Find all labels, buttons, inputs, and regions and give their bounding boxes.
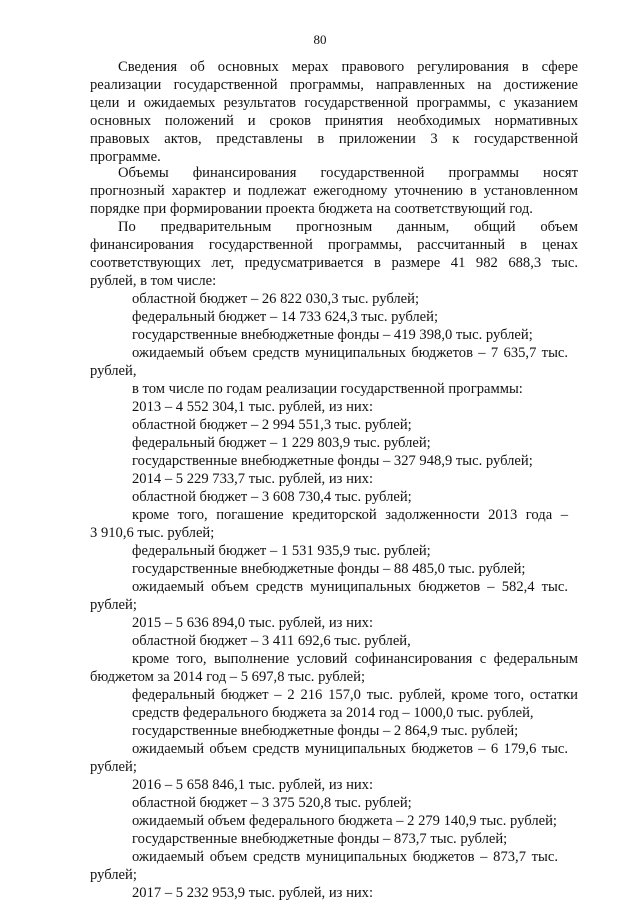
text-line: кроме того, выполнение условий софинансирования с федеральным <box>132 651 578 667</box>
text-line: правовых актов, представлены в приложении 3 к государственной <box>90 131 578 147</box>
text-line: основных положений и сроков принятия необходимых нормативных <box>90 113 578 129</box>
text-line: 2016 – 5 658 846,1 тыс. рублей, из них: <box>132 777 374 793</box>
text-line: федеральный бюджет – 1 531 935,9 тыс. рублей; <box>132 543 431 559</box>
text-line: ожидаемый объем средств муниципальных бюджетов – 582,4 тыс. <box>132 579 568 595</box>
text-line: финансирования государственной программы, рассчитанный в ценах <box>90 237 578 253</box>
text-line: государственные внебюджетные фонды – 88 485,0 тыс. рублей; <box>132 561 526 577</box>
text-line: ожидаемый объем федерального бюджета – 2 279 140,9 тыс. рублей; <box>132 813 557 829</box>
text-line: областной бюджет – 3 375 520,8 тыс. рублей; <box>132 795 412 811</box>
text-line: бюджетом за 2014 год – 5 697,8 тыс. рублей; <box>90 669 365 685</box>
text-line: государственные внебюджетные фонды – 419 398,0 тыс. рублей; <box>132 327 533 343</box>
text-line: рублей; <box>90 597 137 613</box>
text-line: По предварительным прогнозным данным, общий объем <box>118 219 578 235</box>
text-line: соответствующих лет, предусматривается в размере 41 982 688,3 тыс. <box>90 255 578 271</box>
text-line: средств федерального бюджета за 2014 год – 1000,0 тыс. рублей, <box>132 705 534 721</box>
text-line: 3 910,6 тыс. рублей; <box>90 525 215 541</box>
text-line: областной бюджет – 3 411 692,6 тыс. рублей, <box>132 633 411 649</box>
text-line: федеральный бюджет – 1 229 803,9 тыс. рублей; <box>132 435 431 451</box>
text-line: ожидаемый объем средств муниципальных бюджетов – 7 635,7 тыс. <box>132 345 568 361</box>
text-line: 2014 – 5 229 733,7 тыс. рублей, из них: <box>132 471 374 487</box>
text-line: 2015 – 5 636 894,0 тыс. рублей, из них: <box>132 615 374 631</box>
text-line: рублей; <box>90 759 137 775</box>
text-line: ожидаемый объем средств муниципальных бюджетов – 873,7 тыс. <box>132 849 558 865</box>
text-line: 2017 – 5 232 953,9 тыс. рублей, из них: <box>132 885 374 901</box>
text-line: областной бюджет – 3 608 730,4 тыс. рублей; <box>132 489 412 505</box>
text-line: Сведения об основных мерах правового регулирования в сфере <box>118 59 578 75</box>
text-line: рублей, <box>90 363 137 379</box>
text-line: в том числе по годам реализации государственной программы: <box>132 381 523 397</box>
text-line: программе. <box>90 149 161 165</box>
text-line: федеральный бюджет – 2 216 157,0 тыс. рублей, кроме того, остатки <box>132 687 578 703</box>
text-line: государственные внебюджетные фонды – 327 948,9 тыс. рублей; <box>132 453 533 469</box>
text-line: рублей, в том числе: <box>90 273 217 289</box>
text-line: 2013 – 4 552 304,1 тыс. рублей, из них: <box>132 399 374 415</box>
text-line: цели и ожидаемых результатов государственной программы, с указанием <box>90 95 578 111</box>
text-line: государственные внебюджетные фонды – 2 864,9 тыс. рублей; <box>132 723 519 739</box>
text-line: рублей; <box>90 867 137 883</box>
text-line: реализации государственной программы, направленных на достижение <box>90 77 578 93</box>
text-line: кроме того, погашение кредиторской задолженности 2013 года – <box>132 507 568 523</box>
text-line: областной бюджет – 2 994 551,3 тыс. рублей; <box>132 417 412 433</box>
text-line: областной бюджет – 26 822 030,3 тыс. рублей; <box>132 291 420 307</box>
text-line: федеральный бюджет – 14 733 624,3 тыс. рублей; <box>132 309 439 325</box>
text-line: государственные внебюджетные фонды – 873,7 тыс. рублей; <box>132 831 508 847</box>
text-line: ожидаемый объем средств муниципальных бюджетов – 6 179,6 тыс. <box>132 741 568 757</box>
text-line: Объемы финансирования государственной программы носят <box>118 165 578 181</box>
text-line: порядке при формировании проекта бюджета на соответствующий год. <box>90 201 533 217</box>
page-number: 80 <box>313 32 327 47</box>
text-line: прогнозный характер и подлежат ежегодному уточнению в установленном <box>90 183 578 199</box>
